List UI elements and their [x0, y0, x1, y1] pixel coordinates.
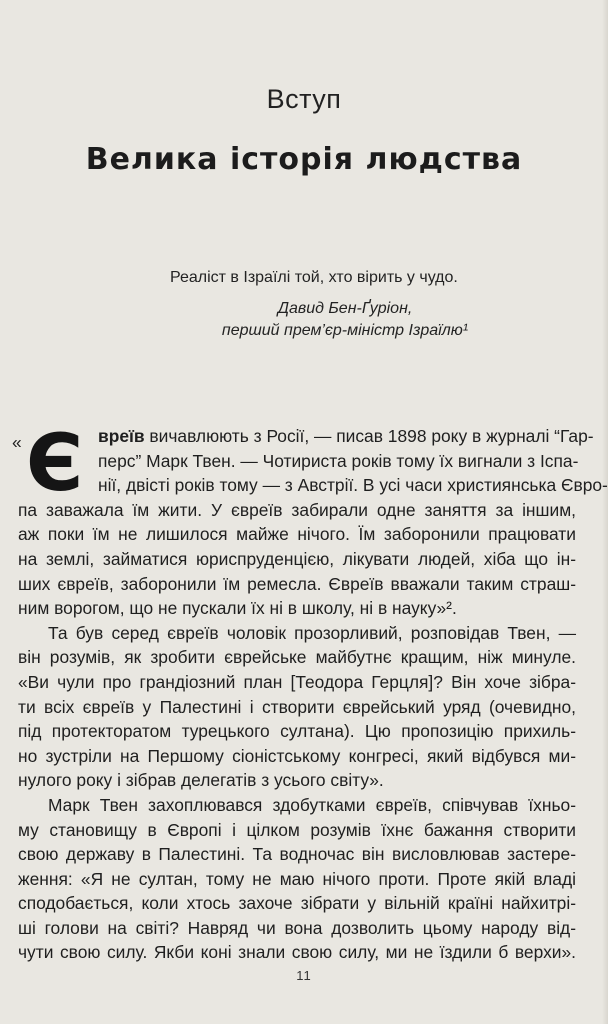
text-line: перс” Марк Твен. — Чотириста років тому їх вигнали з Іспа- — [98, 450, 579, 471]
text-line: ти всіх євреїв у Палестині і створити єврейський уряд (очевидно, — [18, 696, 576, 717]
chapter-title: Велика історія людства — [85, 142, 523, 177]
text-line: він розумів, як зробити єврейське майбутнє кращим, ніж минуле. — [18, 647, 576, 668]
text-line: свою державу в Палестині. Та водночас він висловлював застере- — [18, 844, 576, 865]
page-number: 11 — [296, 968, 312, 983]
text-line: нії, двісті років тому — з Австрії. В усі часи християнська Євро- — [98, 475, 608, 496]
epigraph — [120, 268, 530, 342]
text-line: но зустріли на Першому сіоністському конгресі, який відбувся ми- — [18, 745, 576, 766]
text-line: сподобається, коли хтось захоче зібрати у вільній країні найхитрі- — [18, 893, 576, 914]
epigraph-author: Давид Бен-Ґуріон, — [277, 300, 413, 317]
text-line: па заважала їм жити. У євреїв забирали одне заняття за іншим, — [18, 499, 576, 520]
epigraph-quote: Реаліст в Ізраїлі той, хто вірить у чудо. — [170, 269, 458, 286]
text-line: під протекторатом турецького султана). Цю пропозицію прихиль- — [18, 721, 576, 742]
text-line: му становищу в Європі і цілком розумів їхнє бажання створити — [18, 819, 576, 840]
text-line: на землі, займатися юриспруденцією, лікувати людей, хіба що ін- — [18, 548, 576, 569]
text-line: вреїв вичавлюють з Росії, — писав 1898 року в журналі “Гар- — [98, 426, 594, 446]
text-line: ших євреїв, заборонили їм ремесла. Євреїв вважали таким страш- — [18, 573, 576, 594]
opening-quote-mark: « — [12, 432, 22, 452]
lead-word: вреїв — [98, 426, 145, 446]
text-line: чути свою силу. Якби коні знали свою силу, ми не їздили б верхи». — [18, 942, 576, 963]
epigraph-role: перший прем’єр-міністр Ізраїлю¹ — [221, 322, 469, 339]
text-line: ження: «Я не султан, тому не маю нічого проти. Проте якій владі — [18, 868, 576, 889]
body-text — [12, 419, 608, 965]
text-line: нулого року і зібрав делегатів з усього світу». — [18, 770, 384, 791]
text-line: ші голови на світі? Навряд чи вона дозволить цьому народу від- — [18, 917, 576, 938]
text-line: Марк Твен захоплювався здобутками євреїв, співчував їхньо- — [48, 794, 576, 815]
text-line: ним ворогом, що не пускали їх ні в школу, ні в науку»². — [18, 598, 457, 619]
text-line: «Ви чули про грандіозний план [Теодора Герцля]? Він хоче зібра- — [18, 671, 576, 692]
text-line: аж поки їм не лишилося майже нічого. Їм заборонили працювати — [18, 524, 576, 545]
section-label: Вступ — [266, 84, 342, 114]
drop-cap: Є — [26, 419, 84, 509]
text-line: Та був серед євреїв чоловік прозорливий, розповідав Твен, — — [48, 622, 576, 643]
